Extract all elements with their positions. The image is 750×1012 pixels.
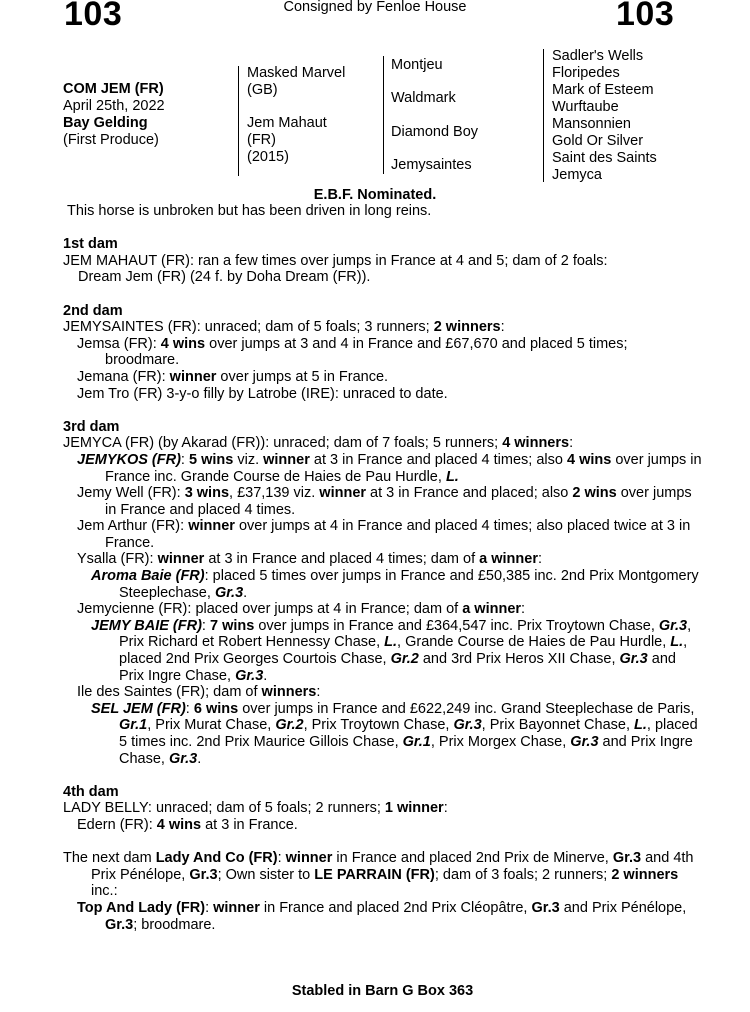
- first-dam-line: JEM MAHAUT (FR): ran a few times over jumps in France at 4 and 5; dam of 2 foals:: [63, 252, 608, 269]
- fourth-dam-line: LADY BELLY: unraced; dam of 5 foals; 2 runners; 1 winner:: [63, 800, 448, 817]
- third-dam-header: 3rd dam: [63, 418, 120, 435]
- pedigree-dam: Jem Mahaut (FR) (2015): [247, 115, 327, 165]
- second-dam-produce-jemana: Jemana (FR): winner over jumps at 5 in France.: [77, 368, 389, 385]
- lot-number-left: 103: [64, 0, 123, 33]
- pedigree-gen2-dam-sire: Diamond Boy: [391, 124, 479, 140]
- third-dam-grandproduce-jemy-baie: JEMY BAIE (FR): 7 wins over jumps in France and £364,547 inc. Prix Troytown Chase, Gr.3, Prix Richard et Robert Hennessy Chase, L., Grande Course de Haies de Pau Hurdle, L., placed 2nd Prix Georges Courtois Chase, Gr.2 and 3rd Prix Heros XII Chase, Gr.3 and Prix Ingre Chase, Gr.3.: [91, 617, 692, 684]
- pedigree-gen2-sire-dam: Waldmark: [391, 90, 456, 106]
- third-dam-produce-jemykos: JEMYKOS (FR): 5 wins viz. winner at 3 in France and placed 4 times; also 4 wins over jumps in France inc. Grande Course de Haies de Pau Hurdle, L.: [77, 451, 702, 485]
- second-dam-produce-jem-tro: Jem Tro (FR) 3-y-o filly by Latrobe (IRE): unraced to date.: [77, 385, 448, 402]
- horse-note: (First Produce): [63, 132, 159, 148]
- fourth-dam-produce-edern: Edern (FR): 4 wins at 3 in France.: [77, 816, 298, 833]
- pedigree-divider-3: [543, 49, 544, 182]
- fourth-dam-header: 4th dam: [63, 783, 119, 800]
- next-dam-line: The next dam Lady And Co (FR): winner in France and placed 2nd Prix de Minerve, Gr.3 and 4th Prix Pénélope, Gr.3; Own sister to LE PARRAIN (FR); dam of 3 foals; 2 runners; 2 winners inc.:: [63, 850, 694, 900]
- unbroken-note: This horse is unbroken but has been driven in long reins.: [67, 203, 432, 219]
- pedigree-gen2-sire-sire: Montjeu: [391, 57, 443, 73]
- lot-number-right: 103: [616, 0, 675, 33]
- horse-name: COM JEM (FR): [63, 81, 164, 97]
- pedigree-sire: Masked Marvel (GB): [247, 65, 346, 98]
- third-dam-produce-jemycienne: Jemycienne (FR): placed over jumps at 4 in France; dam of a winner:: [77, 601, 526, 618]
- second-dam-line: JEMYSAINTES (FR): unraced; dam of 5 foals; 3 runners; 2 winners:: [63, 319, 505, 336]
- foaling-date: April 25th, 2022: [63, 98, 165, 114]
- second-dam-header: 2nd dam: [63, 302, 123, 319]
- first-dam-produce: Dream Jem (FR) (24 f. by Doha Dream (FR)).: [78, 269, 371, 286]
- second-dam-produce-jemsa: Jemsa (FR): 4 wins over jumps at 3 and 4 in France and £67,670 and placed 5 times; broodmare.: [77, 335, 628, 369]
- horse-description: Bay Gelding: [63, 115, 148, 131]
- third-dam-produce-jemy-well: Jemy Well (FR): 3 wins, £37,139 viz. winner at 3 in France and placed; also 2 wins over jumps in France and placed 4 times.: [77, 485, 692, 518]
- consignor: Consigned by Fenloe House: [283, 0, 467, 15]
- catalogue-body: [63, 203, 703, 933]
- next-dam-produce-top-and-lady: Top And Lady (FR): winner in France and placed 2nd Prix Cléopâtre, Gr.3 and Prix Pénélope, Gr.3; broodmare.: [77, 899, 687, 933]
- third-dam-produce-ysalla: Ysalla (FR): winner at 3 in France and placed 4 times; dam of a winner:: [77, 551, 543, 568]
- stabled-location: Stabled in Barn G Box 363: [291, 983, 474, 999]
- first-dam-header: 1st dam: [63, 236, 118, 253]
- pedigree-gen3: Sadler's Wells Floripedes Mark of Esteem Wurftaube Mansonnien Gold Or Silver Saint des Saints Jemyca: [552, 48, 657, 183]
- pedigree-divider-2: [383, 56, 384, 174]
- third-dam-grandproduce-sel-jem: SEL JEM (FR): 6 wins over jumps in France and £622,249 inc. Grand Steeplechase de Paris, Gr.1, Prix Murat Chase, Gr.2, Prix Troytown Chase, Gr.3, Prix Bayonnet Chase, L., placed 5 times inc. 2nd Prix Maurice Gillois Chase, Gr.1, Prix Morgex Chase, Gr.3 and Prix Ingre Chase, Gr.3.: [91, 700, 698, 767]
- pedigree-gen2-dam-dam: Jemysaintes: [391, 157, 472, 173]
- third-dam-grandproduce-aroma-baie: Aroma Baie (FR): placed 5 times over jumps in France and £50,385 inc. 2nd Prix Montgomery Steeplechase, Gr.3.: [91, 568, 699, 601]
- third-dam-line: JEMYCA (FR) (by Akarad (FR)): unraced; dam of 7 foals; 5 runners; 4 winners:: [63, 435, 574, 452]
- third-dam-produce-jem-arthur: Jem Arthur (FR): winner over jumps at 4 in France and placed 4 times; also placed twice at 3 in France.: [77, 518, 691, 551]
- ebf-nominated: E.B.F. Nominated.: [313, 187, 437, 203]
- third-dam-produce-ile-des-saintes: Ile des Saintes (FR); dam of winners:: [77, 684, 321, 701]
- pedigree-divider-1: [238, 66, 239, 176]
- horse-info: [63, 81, 165, 149]
